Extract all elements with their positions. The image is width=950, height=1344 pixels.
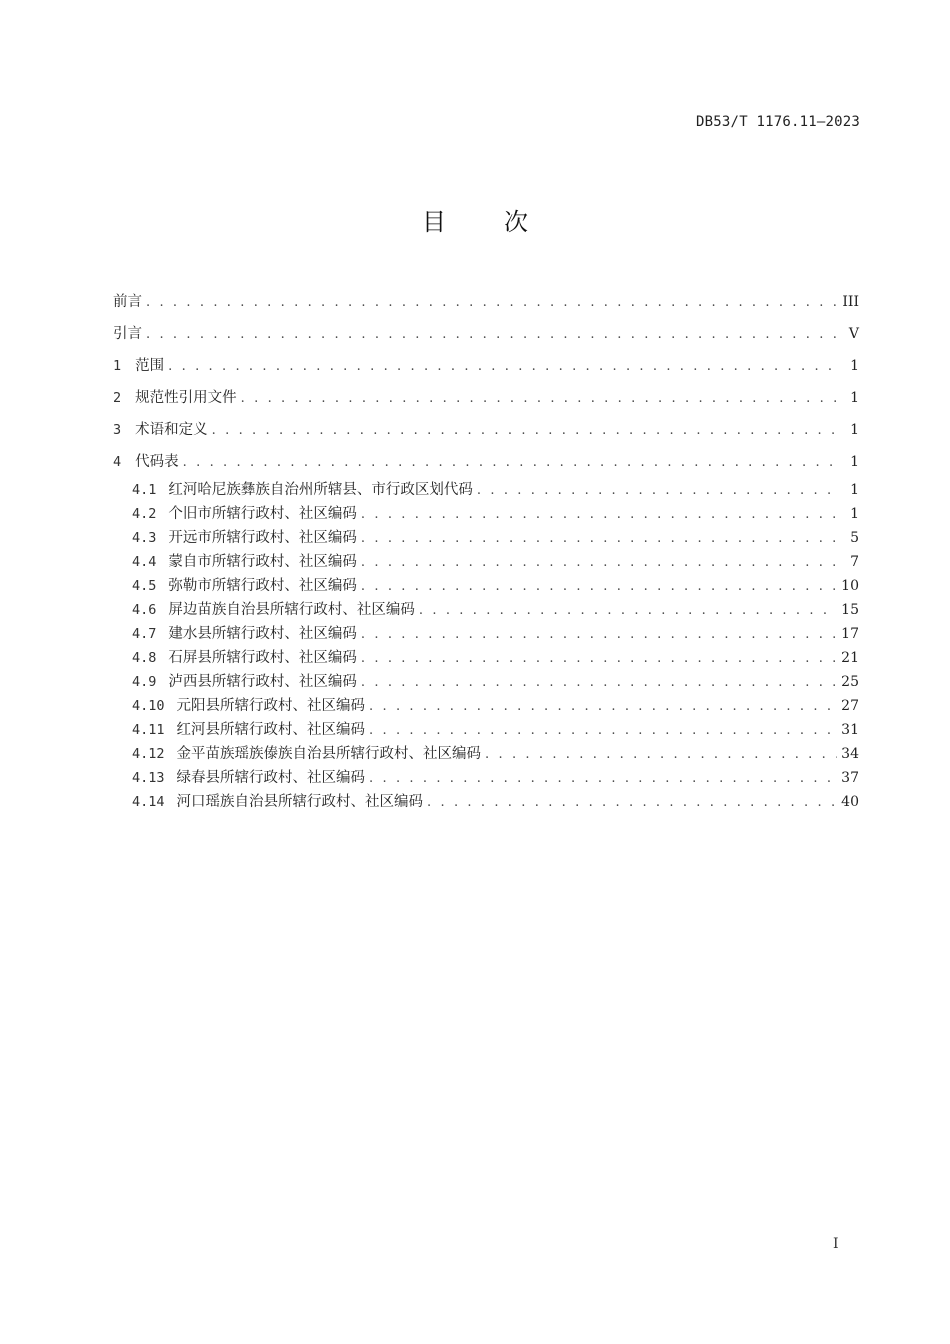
toc-entry-page: 21 xyxy=(841,650,859,666)
toc-subentry[interactable] xyxy=(113,502,859,526)
toc-subentry[interactable] xyxy=(113,670,859,694)
toc-entry-page: V xyxy=(848,326,859,342)
toc-subentry[interactable] xyxy=(113,718,859,742)
toc-entry-introduction[interactable] xyxy=(113,318,859,350)
document-code: DB53/T 1176.11—2023 xyxy=(696,114,860,130)
dot-leader xyxy=(427,791,837,815)
dot-leader xyxy=(369,695,837,719)
toc-entry-number: 4.9 xyxy=(132,674,157,690)
toc-entry-number: 1 xyxy=(113,358,122,374)
toc-entry-label: 屏边苗族自治县所辖行政村、社区编码 xyxy=(168,602,415,618)
dot-leader xyxy=(369,719,837,743)
dot-leader xyxy=(485,743,837,767)
dot-leader xyxy=(361,503,837,527)
toc-entry-scope[interactable] xyxy=(113,350,859,382)
toc-subentry[interactable] xyxy=(113,574,859,598)
toc-entry-number: 3 xyxy=(113,422,122,438)
toc-entry-page: III xyxy=(842,294,859,310)
toc-entry-label: 红河哈尼族彝族自治州所辖县、市行政区划代码 xyxy=(168,482,473,498)
toc-entry-page: 40 xyxy=(841,794,859,810)
toc-entry-number: 4.12 xyxy=(132,746,165,762)
toc-subentry[interactable] xyxy=(113,478,859,502)
toc-entry-page: 7 xyxy=(850,554,859,570)
page-title: 目次 xyxy=(422,208,586,236)
toc-entry-label: 建水县所辖行政村、社区编码 xyxy=(168,626,357,642)
toc-entry-label: 开远市所辖行政村、社区编码 xyxy=(168,530,357,546)
toc-entry-page: 1 xyxy=(850,482,859,498)
dot-leader xyxy=(361,527,837,551)
toc-entry-label: 引言 xyxy=(113,326,142,342)
toc-entry-number: 4.1 xyxy=(132,482,157,498)
toc-entry-page: 1 xyxy=(850,454,859,470)
dot-leader xyxy=(361,551,837,575)
toc-subentry[interactable] xyxy=(113,694,859,718)
dot-leader xyxy=(477,479,837,503)
toc-entry-number: 4 xyxy=(113,454,122,470)
toc-entry-page: 31 xyxy=(841,722,859,738)
toc-entry-normative-references[interactable] xyxy=(113,382,859,414)
dot-leader xyxy=(361,575,837,599)
toc-subentry[interactable] xyxy=(113,742,859,766)
toc-entry-label: 范围 xyxy=(135,358,165,374)
toc-subentry[interactable] xyxy=(113,766,859,790)
toc-entry-number: 4.4 xyxy=(132,554,157,570)
page-number: I xyxy=(833,1236,839,1252)
table-of-contents xyxy=(113,286,859,814)
toc-entry-foreword[interactable] xyxy=(113,286,859,318)
toc-subentry[interactable] xyxy=(113,598,859,622)
toc-entry-label: 金平苗族瑶族傣族自治县所辖行政村、社区编码 xyxy=(176,746,482,762)
toc-entry-label: 泸西县所辖行政村、社区编码 xyxy=(168,674,357,690)
toc-entry-label: 代码表 xyxy=(135,454,179,470)
toc-entry-number: 4.13 xyxy=(132,770,165,786)
toc-entry-number: 4.14 xyxy=(132,794,165,810)
toc-entry-page: 5 xyxy=(850,530,859,546)
toc-entry-label: 元阳县所辖行政村、社区编码 xyxy=(176,698,366,714)
dot-leader xyxy=(146,287,837,319)
toc-entry-number: 2 xyxy=(113,390,122,406)
toc-entry-number: 4.10 xyxy=(132,698,165,714)
dot-leader xyxy=(241,383,837,415)
toc-entry-page: 27 xyxy=(841,698,859,714)
toc-entry-page: 1 xyxy=(850,390,859,406)
toc-entry-code-table[interactable] xyxy=(113,446,859,478)
toc-entry-terms-definitions[interactable] xyxy=(113,414,859,446)
toc-entry-page: 1 xyxy=(850,358,859,374)
toc-entry-page: 1 xyxy=(850,506,859,522)
toc-entry-label: 红河县所辖行政村、社区编码 xyxy=(176,722,366,738)
toc-entry-label: 个旧市所辖行政村、社区编码 xyxy=(168,506,357,522)
toc-entry-label: 前言 xyxy=(113,294,142,310)
toc-subentry[interactable] xyxy=(113,622,859,646)
toc-subentry[interactable] xyxy=(113,790,859,814)
toc-subentry[interactable] xyxy=(113,646,859,670)
toc-entry-number: 4.11 xyxy=(132,722,165,738)
toc-entry-number: 4.2 xyxy=(132,506,157,522)
toc-entry-page: 15 xyxy=(841,602,859,618)
dot-leader xyxy=(146,319,837,351)
toc-entry-number: 4.5 xyxy=(132,578,157,594)
dot-leader xyxy=(168,351,837,383)
dot-leader xyxy=(361,623,837,647)
toc-subentry[interactable] xyxy=(113,550,859,574)
toc-entry-number: 4.8 xyxy=(132,650,157,666)
toc-entry-label: 弥勒市所辖行政村、社区编码 xyxy=(168,578,357,594)
toc-entry-label: 石屏县所辖行政村、社区编码 xyxy=(168,650,357,666)
toc-entry-page: 37 xyxy=(841,770,859,786)
toc-entry-page: 1 xyxy=(850,422,859,438)
toc-entry-page: 34 xyxy=(841,746,859,762)
dot-leader xyxy=(212,415,837,447)
toc-entry-label: 绿春县所辖行政村、社区编码 xyxy=(176,770,366,786)
dot-leader xyxy=(369,767,837,791)
dot-leader xyxy=(183,447,837,479)
toc-entry-number: 4.6 xyxy=(132,602,157,618)
toc-subentry[interactable] xyxy=(113,526,859,550)
dot-leader xyxy=(419,599,837,623)
dot-leader xyxy=(361,647,837,671)
toc-entry-label: 规范性引用文件 xyxy=(135,390,237,406)
toc-entry-number: 4.3 xyxy=(132,530,157,546)
toc-entry-page: 17 xyxy=(841,626,859,642)
toc-entry-label: 术语和定义 xyxy=(135,422,208,438)
toc-entry-label: 蒙自市所辖行政村、社区编码 xyxy=(168,554,357,570)
toc-entry-page: 25 xyxy=(841,674,859,690)
dot-leader xyxy=(361,671,837,695)
toc-entry-number: 4.7 xyxy=(132,626,157,642)
toc-entry-label: 河口瑶族自治县所辖行政村、社区编码 xyxy=(176,794,424,810)
toc-entry-page: 10 xyxy=(841,578,859,594)
